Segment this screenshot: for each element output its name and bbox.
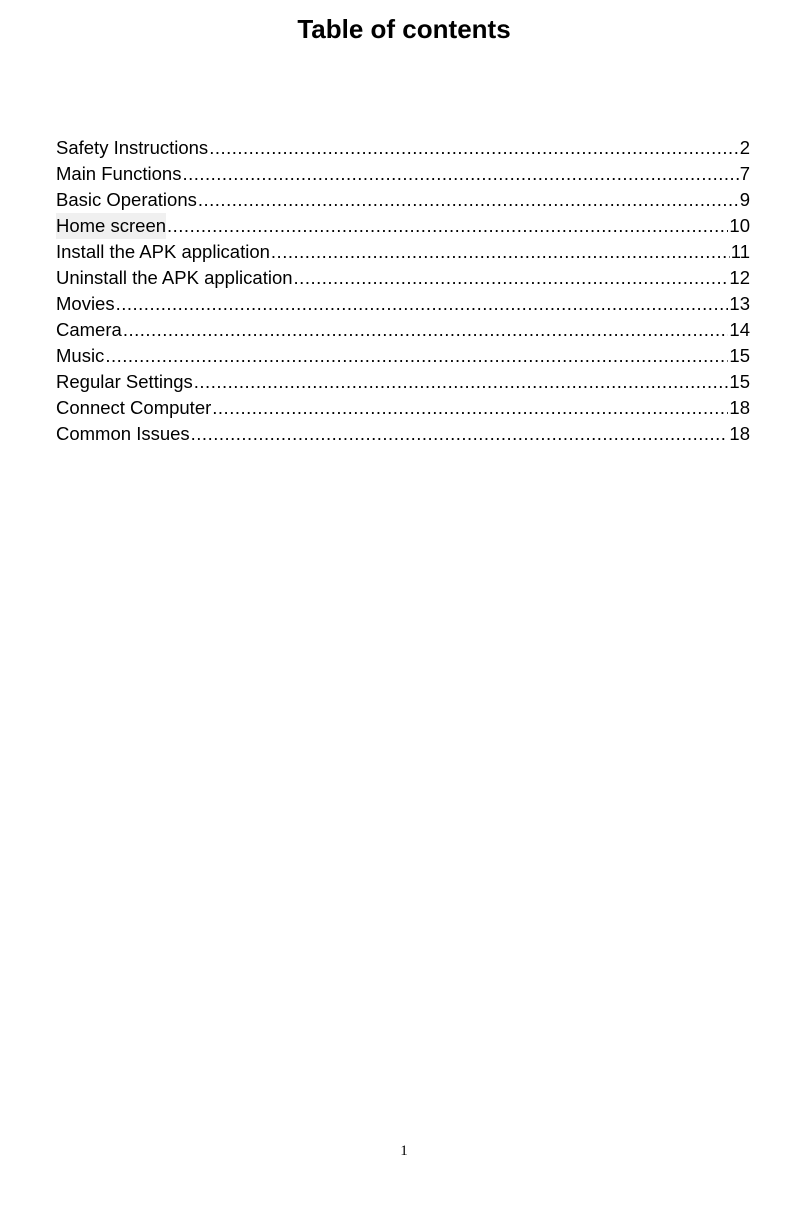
toc-entry[interactable]: [56, 291, 750, 317]
toc-entry-label: Install the APK application: [56, 241, 270, 262]
toc-entry-page: 10: [729, 215, 750, 236]
toc-entry[interactable]: [56, 265, 750, 291]
toc-entry-page: 18: [729, 397, 750, 418]
toc-leader-dots: [116, 291, 729, 317]
toc-entry[interactable]: [56, 213, 750, 239]
toc-entry-page: 12: [729, 267, 750, 288]
toc-entry-label: Connect Computer: [56, 397, 212, 418]
toc-leader-dots: [294, 265, 729, 291]
toc-entry[interactable]: [56, 369, 750, 395]
toc-entry[interactable]: [56, 161, 750, 187]
page-title: Table of contents: [297, 14, 511, 44]
toc-entry-page: 11: [730, 241, 750, 262]
toc-entry-label: Basic Operations: [56, 189, 197, 210]
toc-entry-page: 7: [739, 163, 750, 184]
toc-entry-label: Movies: [56, 293, 115, 314]
toc-entry[interactable]: [56, 239, 750, 265]
toc-leader-dots: [167, 213, 728, 239]
toc-entry-label: Music: [56, 345, 105, 366]
toc-leader-dots: [191, 421, 729, 447]
toc-entry[interactable]: [56, 187, 750, 213]
toc-entry-page: 2: [739, 137, 750, 158]
toc-leader-dots: [212, 395, 728, 421]
toc-leader-dots: [123, 317, 729, 343]
toc-entry[interactable]: [56, 343, 750, 369]
toc-entry-label: Home screen: [56, 213, 166, 239]
toc-entry-page: 9: [739, 189, 750, 210]
toc-entry[interactable]: [56, 395, 750, 421]
toc-entry-label: Safety Instructions: [56, 137, 209, 158]
toc-entry-label: Main Functions: [56, 163, 182, 184]
toc-leader-dots: [209, 135, 739, 161]
toc-entry-page: 15: [729, 345, 750, 366]
toc-entry-page: 18: [729, 423, 750, 444]
toc-entry-page: 15: [729, 371, 750, 392]
toc-leader-dots: [198, 187, 739, 213]
toc-entry[interactable]: [56, 317, 750, 343]
toc-entry-label: Regular Settings: [56, 371, 193, 392]
toc-leader-dots: [194, 369, 729, 395]
table-of-contents: [56, 135, 750, 447]
page-number: 1: [400, 1143, 408, 1159]
toc-entry-label: Camera: [56, 319, 122, 340]
toc-leader-dots: [182, 161, 738, 187]
toc-leader-dots: [105, 343, 728, 369]
toc-entry[interactable]: [56, 135, 750, 161]
toc-entry[interactable]: [56, 421, 750, 447]
toc-leader-dots: [271, 239, 730, 265]
toc-entry-label: Common Issues: [56, 423, 190, 444]
toc-entry-page: 14: [729, 319, 750, 340]
toc-entry-page: 13: [729, 293, 750, 314]
toc-entry-label: Uninstall the APK application: [56, 267, 293, 288]
